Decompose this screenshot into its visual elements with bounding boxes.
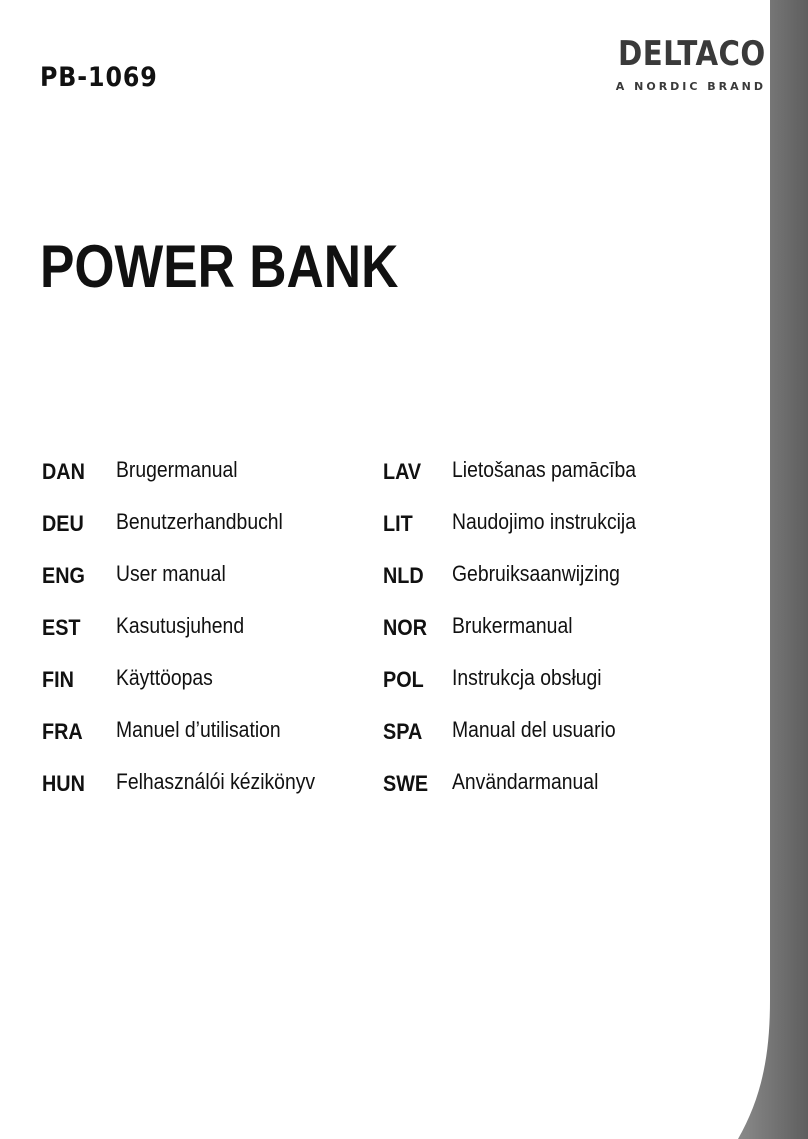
- language-item: [42, 767, 342, 819]
- language-code: LAV: [383, 459, 422, 484]
- language-code: DEU: [42, 511, 84, 536]
- language-list-right: [383, 455, 661, 819]
- brand-name: DELTACO: [618, 34, 766, 74]
- language-code: NOR: [383, 615, 428, 640]
- language-code: LIT: [383, 511, 413, 536]
- language-item: [383, 559, 661, 611]
- language-manual-name: Felhasználói kézikönyv: [116, 769, 316, 794]
- language-item: [383, 715, 661, 767]
- language-item: [383, 507, 661, 559]
- language-code: DAN: [42, 459, 85, 484]
- language-manual-name: Manuel d’utilisation: [116, 717, 281, 742]
- language-manual-name: Brukermanual: [452, 613, 573, 638]
- language-manual-name: Användarmanual: [452, 769, 599, 794]
- language-manual-name: Lietošanas pamācība: [452, 457, 637, 482]
- language-item: [42, 611, 342, 663]
- language-item: [383, 663, 661, 715]
- language-item: [383, 767, 661, 819]
- language-code: HUN: [42, 771, 85, 796]
- language-code: FIN: [42, 667, 74, 692]
- language-manual-name: Manual del usuario: [452, 717, 616, 742]
- language-manual-name: Kasutusjuhend: [116, 613, 245, 638]
- language-manual-name: Naudojimo instrukcija: [452, 509, 637, 534]
- language-item: [42, 663, 342, 715]
- language-list-left: [42, 455, 342, 819]
- brand-logo: [594, 36, 766, 93]
- language-code: FRA: [42, 719, 83, 744]
- language-manual-name: Instrukcja obsługi: [452, 665, 602, 690]
- language-manual-name: Brugermanual: [116, 457, 238, 482]
- language-code: NLD: [383, 563, 424, 588]
- language-code: SWE: [383, 771, 429, 796]
- model-number: PB-1069: [40, 62, 158, 93]
- language-code: EST: [42, 615, 81, 640]
- language-manual-name: Käyttöopas: [116, 665, 213, 690]
- language-item: [42, 559, 342, 611]
- page-title: POWER BANK: [40, 233, 399, 300]
- language-item: [42, 455, 342, 507]
- language-item: [383, 611, 661, 663]
- language-code: ENG: [42, 563, 85, 588]
- language-item: [42, 715, 342, 767]
- brand-tagline: A NORDIC BRAND: [615, 80, 766, 93]
- language-item: [42, 507, 342, 559]
- language-manual-name: Gebruiksaanwijzing: [452, 561, 620, 586]
- language-manual-name: User manual: [116, 561, 226, 586]
- language-code: SPA: [383, 719, 423, 744]
- language-code: POL: [383, 667, 424, 692]
- language-item: [383, 455, 661, 507]
- language-manual-name: Benutzerhandbuchl: [116, 509, 283, 534]
